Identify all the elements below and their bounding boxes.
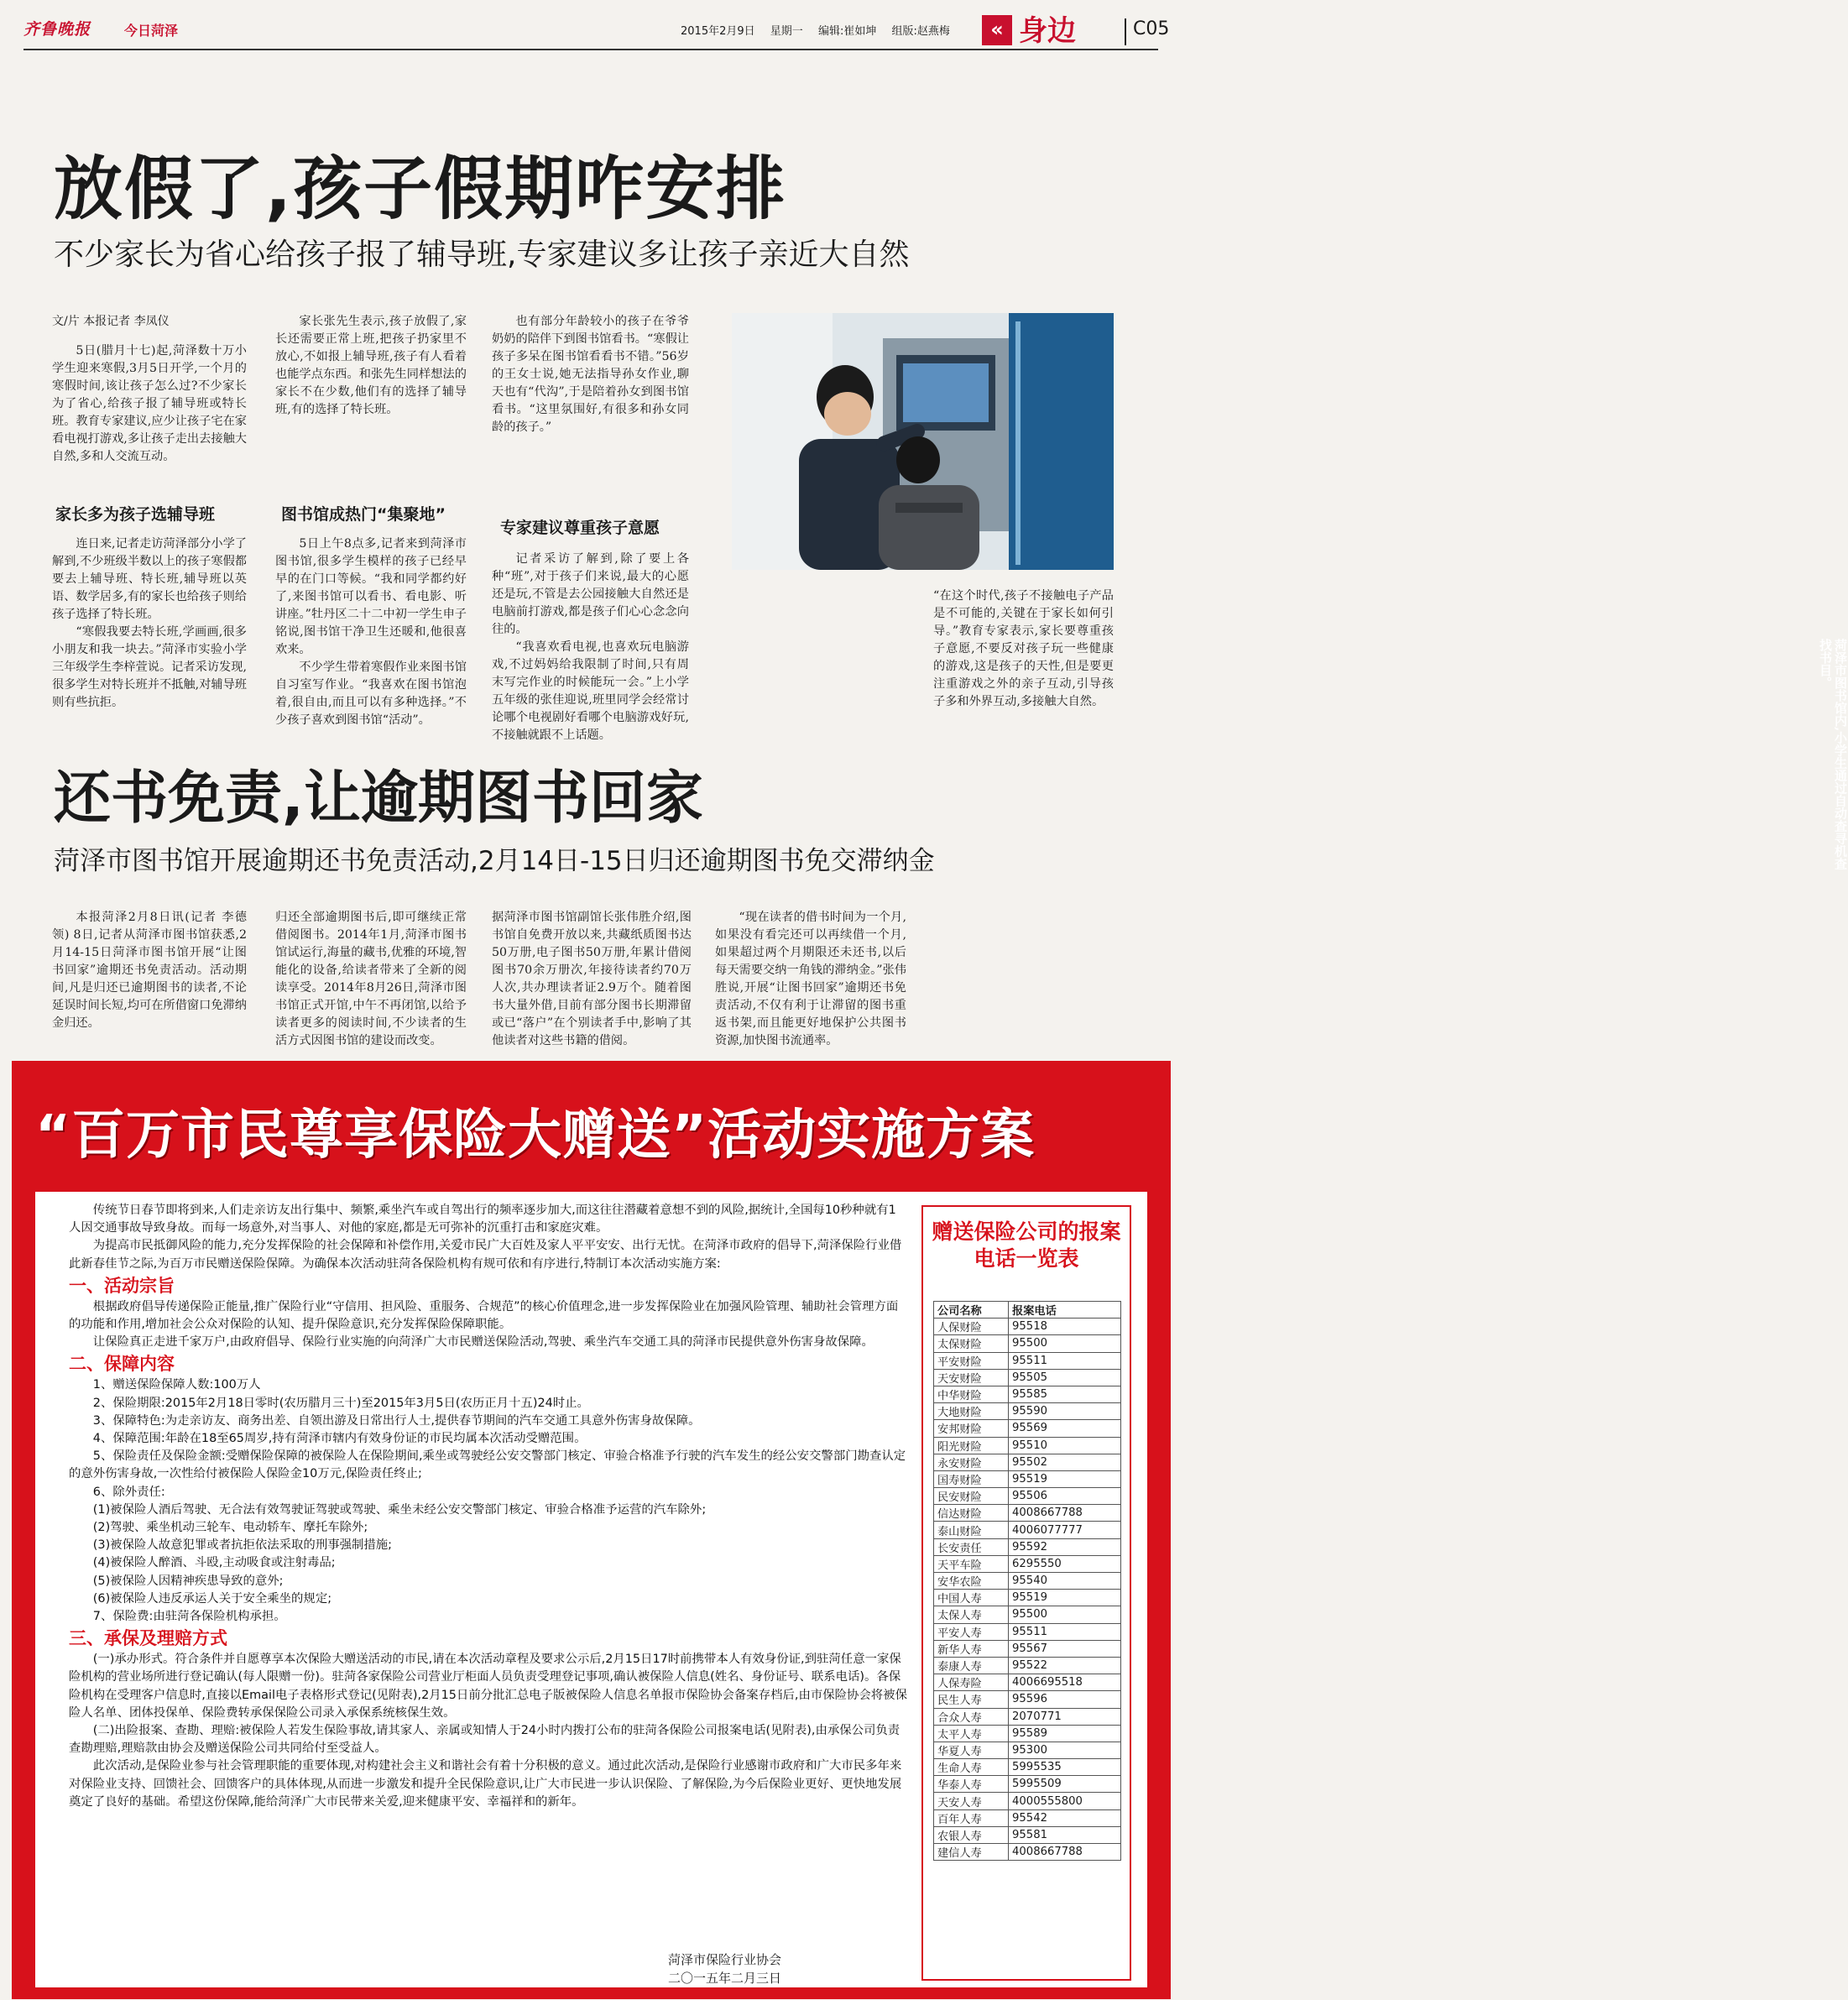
table-row bbox=[934, 1674, 1121, 1691]
article1-column-3b bbox=[492, 551, 689, 744]
column-header: 公司名称 bbox=[934, 1302, 1009, 1319]
ad-list-item: 1、赠送保险保障人数:100万人 bbox=[92, 1378, 261, 1392]
company-name-cell: 中国人寿 bbox=[934, 1590, 1009, 1606]
company-name-cell: 长安责任 bbox=[934, 1538, 1009, 1555]
company-name-cell: 太保人寿 bbox=[934, 1606, 1009, 1623]
company-name-cell: 大地财险 bbox=[934, 1403, 1009, 1420]
table-row bbox=[934, 1573, 1121, 1590]
phone-number-cell: 95511 bbox=[1009, 1623, 1121, 1640]
article2-headline: 还书免责,让逾期图书回家 bbox=[54, 765, 703, 832]
article1-column-2b bbox=[275, 535, 467, 729]
table-row bbox=[934, 1505, 1121, 1522]
ad-section-heading: 二、保障内容 bbox=[69, 1354, 175, 1375]
table-row bbox=[934, 1623, 1121, 1640]
ad-section-heading: 三、承保及理赔方式 bbox=[69, 1628, 227, 1649]
paragraph: 连日来,记者走访菏泽部分小学了解到,不少班级半数以上的孩子寒假都要去上辅导班、特长班,辅导班以英语、数学居多,有的家长也给孩子则给孩子选择了特长班。 bbox=[52, 537, 247, 621]
company-name-cell: 百年人寿 bbox=[934, 1809, 1009, 1826]
issue-meta bbox=[681, 22, 962, 38]
issue-date: 2015年2月9日 bbox=[681, 25, 755, 38]
company-name-cell: 人保寿险 bbox=[934, 1674, 1009, 1691]
phone-number-cell: 95581 bbox=[1009, 1826, 1121, 1843]
paragraph: 也有部分年龄较小的孩子在爷爷奶奶的陪伴下到图书馆看书。“寒假让孩子多呆在图书馆看看书不错。”56岁的王女士说,她无法指导孙女作业,聊天也有“代沟”,于是陪着孙女到图书馆看书。“这里氛围好,有很多和孙女同龄的孩子。” bbox=[492, 315, 689, 434]
phone-number-cell: 95540 bbox=[1009, 1573, 1121, 1590]
ad-paragraph: (二)出险报案、查勘、理赔:被保险人若发生保险事故,请其家人、亲属或知情人于24小时内拨打公布的驻菏各保险公司报案电话(见附表),由承保公司负责查勘理赔,理赔款由协会及赠送保险公司共同给付至受益人。 bbox=[69, 1724, 901, 1756]
ad-list-item: 5、保险责任及保险金额:受赠保险保障的被保险人在保险期间,乘坐或驾驶经公安交警部门核定、审验合格准予行驶的汽车发生的经公安交警部门勘查认定的意外伤害身故,一次性给付被保险人保险金10万元,保险责任终止; bbox=[69, 1449, 906, 1481]
article1-column-2 bbox=[275, 313, 467, 489]
hotline-table-body bbox=[934, 1319, 1121, 1861]
ad-paragraph: 为提高市民抵御风险的能力,充分发挥保险的社会保障和补偿作用,关爱市民广大百姓及家人平平安安、出行无忧。在菏泽市政府的倡导下,菏泽保险行业借此新春佳节之际,为百万市民赠送保险保障。为确保本次活动驻菏各保险机构有规可依和有序进行,特制订本次活动实施方案: bbox=[69, 1239, 902, 1271]
ad-list-item: (5)被保险人因精神疾患导致的意外; bbox=[92, 1574, 284, 1588]
company-name-cell: 国寿财险 bbox=[934, 1470, 1009, 1487]
article2-column-3 bbox=[492, 909, 692, 1050]
table-header-row bbox=[934, 1302, 1121, 1319]
table-row bbox=[934, 1403, 1121, 1420]
ad-list-item: 4、保障范围:年龄在18至65周岁,持有菏泽市辖内有效身份证的市民均属本次活动受赠范围。 bbox=[92, 1432, 587, 1446]
paragraph: 5日(腊月十七)起,菏泽数十万小学生迎来寒假,3月5日开学,一个月的寒假时间,该让孩子怎么过?不少家长为了省心,给孩子报了辅导班或特长班。教育专家建议,应少让孩子宅在家看电视打游戏,多让孩子走出去接触大自然,多和人交流互动。 bbox=[52, 344, 247, 463]
insurance-advertisement bbox=[12, 1061, 1171, 1999]
table-row bbox=[934, 1691, 1121, 1708]
ad-list-item: 3、保障特色:为走亲访友、商务出差、自领出游及日常出行人士,提供春节期间的汽车交通工具意外伤害身故保障。 bbox=[92, 1413, 701, 1428]
ad-list-item: (1)被保险人酒后驾驶、无合法有效驾驶证驾驶或驾驶、乘坐未经公安交警部门核定、审验合格准予运营的汽车除外; bbox=[92, 1502, 707, 1517]
table-row bbox=[934, 1844, 1121, 1861]
byline: 文/片 本报记者 李凤仪 bbox=[52, 315, 170, 328]
company-name-cell: 信达财险 bbox=[934, 1505, 1009, 1522]
ad-signature-org: 菏泽市保险行业协会 bbox=[668, 1952, 782, 1967]
phone-number-cell: 95502 bbox=[1009, 1454, 1121, 1470]
phone-number-cell: 95567 bbox=[1009, 1640, 1121, 1657]
table-row bbox=[934, 1826, 1121, 1843]
table-row bbox=[934, 1759, 1121, 1776]
table-row bbox=[934, 1538, 1121, 1555]
paragraph: “在这个时代,孩子不接触电子产品是不可能的,关键在于家长如何引导。”教育专家表示,家长要尊重孩子意愿,不要反对孩子玩一些健康的游戏,这是孩子的天性,但是要更注重游戏之外的亲子互动,引导孩子多和外界互动,多接触大自然。 bbox=[933, 589, 1114, 708]
ad-section-heading: 一、活动宗旨 bbox=[69, 1275, 175, 1296]
ad-paragraph: 根据政府倡导传递保险正能量,推广保险行业“守信用、担风险、重服务、合规范”的核心价值理念,进一步发挥保险业在加强风险管理、辅助社会管理方面的功能和作用,增加社会公众对保险的认知、提升保险意识,充分发挥保险保障职能。 bbox=[69, 1299, 899, 1332]
paragraph: “现在读者的借书时间为一个月,如果没有看完还可以再续借一个月,如果超过两个月期限还未还书,以后每天需要交纳一角钱的滞纳金。”张伟胜说,开展“让图书回家”逾期还书免责活动,不仅有利于让滞留的图书重返书架,而且能更好地保护公共图书资源,加快图书流通率。 bbox=[715, 911, 906, 1047]
phone-number-cell: 4008667788 bbox=[1009, 1505, 1121, 1522]
photo-caption: 菏泽市图书馆内,小学生通过自动查寻机查找书目。 bbox=[1818, 639, 1848, 870]
paragraph: 归还全部逾期图书后,即可继续正常借阅图书。2014年1月,菏泽市图书馆试运行,海量的藏书,优雅的环境,智能化的设备,给读者带来了全新的阅读享受。2014年8月26日,菏泽市图书馆正式开馆,中午不再闭馆,以给予读者更多的阅读时间,不少读者的生活方式因图书馆的建设而改变。 bbox=[275, 911, 467, 1047]
paragraph: 据菏泽市图书馆副馆长张伟胜介绍,图书馆自免费开放以来,共藏纸质图书达50万册,电子图书50万册,年累计借阅图书70余万册次,年接待读者约70万人次,共办理读者证2.9万个。随着图书大量外借,目前有部分图书长期滞留或已“落户”在个别读者手中,影响了其他读者对这些书籍的借阅。 bbox=[492, 911, 692, 1047]
table-row bbox=[934, 1319, 1121, 1335]
phone-number-cell: 95511 bbox=[1009, 1352, 1121, 1369]
company-name-cell: 建信人寿 bbox=[934, 1844, 1009, 1861]
company-name-cell: 平安财险 bbox=[934, 1352, 1009, 1369]
phone-number-cell: 95519 bbox=[1009, 1470, 1121, 1487]
hotline-table bbox=[933, 1301, 1121, 1861]
article2-column-1 bbox=[52, 909, 247, 1032]
company-name-cell: 民安财险 bbox=[934, 1488, 1009, 1505]
table-row bbox=[934, 1742, 1121, 1758]
phone-number-cell: 5995535 bbox=[1009, 1759, 1121, 1776]
phone-number-cell: 95542 bbox=[1009, 1809, 1121, 1826]
table-row bbox=[934, 1555, 1121, 1572]
hotline-table-box bbox=[921, 1205, 1131, 1981]
table-row bbox=[934, 1420, 1121, 1437]
section-badge-icon: « bbox=[982, 15, 1012, 45]
company-name-cell: 天安财险 bbox=[934, 1369, 1009, 1386]
phone-number-cell: 4008667788 bbox=[1009, 1844, 1121, 1861]
phone-number-cell: 6295550 bbox=[1009, 1555, 1121, 1572]
table-row bbox=[934, 1335, 1121, 1352]
company-name-cell: 人保财险 bbox=[934, 1319, 1009, 1335]
layout-credit: 组版:赵燕梅 bbox=[891, 25, 950, 38]
article1-subhead-3: 专家建议尊重孩子意愿 bbox=[500, 519, 660, 537]
ad-paragraph: (一)承办形式。符合条件并自愿尊享本次保险大赠送活动的市民,请在本次活动章程及要求公示后,2月15日17时前携带本人有效身份证,到驻菏任意一家保险机构的营业场所进行登记确认(每人限赠一份)。驻菏各家保险公司营业厅柜面人员负责受理登记事项,确认被保险人信息(姓名、身份证号、联系电话)。各保险机构在受理客户信息时,直接以Email电子表格形式登记(见附表),2月15日前分批汇总电子版被保险人信息名单报市保险协会备案存档后,由市保险协会将被保险人名单、团体投保单、保险费转承保保险公司录入承保系统核保生效。 bbox=[69, 1653, 907, 1720]
phone-number-cell: 95585 bbox=[1009, 1386, 1121, 1402]
ad-signature-date: 二〇一五年二月三日 bbox=[668, 1971, 782, 1986]
ad-list-item: (6)被保险人违反承运人关于安全乘坐的规定; bbox=[92, 1591, 332, 1606]
masthead bbox=[23, 14, 1170, 49]
article1-column-3 bbox=[492, 313, 689, 436]
table-row bbox=[934, 1386, 1121, 1402]
article1-column-1 bbox=[52, 313, 247, 466]
company-name-cell: 农银人寿 bbox=[934, 1826, 1009, 1843]
phone-number-cell: 95519 bbox=[1009, 1590, 1121, 1606]
ad-paragraph: 此次活动,是保险业参与社会管理职能的重要体现,对构建社会主义和谐社会有着十分积极的意义。通过此次活动,是保险行业感谢市政府和广大市民多年来对保险业支持、回馈社会、回馈客户的具体体现,从而进一步激发和提升全民保险意识,让广大市民进一步认识保险、了解保险,为今后保险业更好、更快地发展奠定了良好的基础。希望这份保障,能给菏泽广大市民带来关爱,迎来健康平安、幸福祥和的新年。 bbox=[69, 1759, 902, 1809]
company-name-cell: 安华农险 bbox=[934, 1573, 1009, 1590]
table-row bbox=[934, 1590, 1121, 1606]
article2-column-2 bbox=[275, 909, 467, 1050]
paragraph: 本报菏泽2月8日讯(记者 李德领) 8日,记者从菏泽市图书馆获悉,2月14-15日菏泽市图书馆开展“让图书回家”逾期还书免责活动。活动期间,凡是归还已逾期图书的读者,不论延误时间长短,均可在所借窗口免滞纳金归还。 bbox=[52, 911, 247, 1030]
masthead-rule bbox=[23, 49, 1158, 50]
article2-subheadline: 菏泽市图书馆开展逾期还书免责活动,2月14日-15日归还逾期图书免交滞纳金 bbox=[54, 846, 935, 876]
company-name-cell: 平安人寿 bbox=[934, 1623, 1009, 1640]
table-row bbox=[934, 1369, 1121, 1386]
issue-weekday: 星期一 bbox=[770, 25, 803, 38]
company-name-cell: 民生人寿 bbox=[934, 1691, 1009, 1708]
ad-paragraph: 让保险真正走进千家万户,由政府倡导、保险行业实施的向菏泽广大市民赠送保险活动,驾驶、乘坐汽车交通工具的菏泽市民提供意外伤害身故保障。 bbox=[92, 1335, 874, 1350]
company-name-cell: 阳光财险 bbox=[934, 1437, 1009, 1454]
phone-number-cell: 95506 bbox=[1009, 1488, 1121, 1505]
phone-number-cell: 95522 bbox=[1009, 1657, 1121, 1674]
ad-list-item: (2)驾驶、乘坐机动三轮车、电动轿车、摩托车除外; bbox=[92, 1521, 368, 1535]
phone-number-cell: 95300 bbox=[1009, 1742, 1121, 1758]
section-name: 今日菏泽 bbox=[124, 23, 179, 39]
paragraph: 不少学生带着寒假作业来图书馆自习室写作业。“我喜欢在图书馆泡着,很自由,而且可以有多种选择。”不少孩子喜欢到图书馆“活动”。 bbox=[275, 661, 467, 727]
table-row bbox=[934, 1776, 1121, 1793]
column-header: 报案电话 bbox=[1009, 1302, 1121, 1319]
paragraph: 5日上午8点多,记者来到菏泽市图书馆,很多学生模样的孩子已经早早的在门口等候。“我和同学都约好了,来图书馆可以看书、看电影、听讲座。”牡丹区二十二中初一学生申子铭说,图书馆干净卫生还暖和,他很喜欢来。 bbox=[275, 537, 467, 656]
hotline-table-title: 赠送保险公司的报案电话一览表 bbox=[932, 1219, 1121, 1271]
company-name-cell: 泰康人寿 bbox=[934, 1657, 1009, 1674]
article1-subheadline: 不少家长为省心给孩子报了辅导班,专家建议多让孩子亲近大自然 bbox=[54, 238, 910, 272]
phone-number-cell: 95589 bbox=[1009, 1725, 1121, 1742]
paragraph: “寒假我要去特长班,学画画,很多小朋友和我一块去。”菏泽市实验小学三年级学生李梓萱说。记者采访发现,很多学生对特长班并不抵触,对辅导班则有些抗拒。 bbox=[52, 625, 247, 709]
ad-title: “百万市民尊享保险大赠送”活动实施方案 bbox=[35, 1104, 1036, 1167]
ad-list-item: 7、保险费:由驻菏各保险机构承担。 bbox=[92, 1610, 286, 1624]
phone-number-cell: 95500 bbox=[1009, 1606, 1121, 1623]
paragraph: 记者采访了解到,除了要上各种“班”,对于孩子们来说,最大的心愿还是玩,不管是去公园接触大自然还是电脑前打游戏,都是孩子们心心念念向往的。 bbox=[492, 552, 689, 636]
company-name-cell: 安邦财险 bbox=[934, 1420, 1009, 1437]
phone-number-cell: 95510 bbox=[1009, 1437, 1121, 1454]
phone-number-cell: 4000555800 bbox=[1009, 1793, 1121, 1809]
company-name-cell: 生命人寿 bbox=[934, 1759, 1009, 1776]
phone-number-cell: 95505 bbox=[1009, 1369, 1121, 1386]
table-row bbox=[934, 1657, 1121, 1674]
company-name-cell: 华泰人寿 bbox=[934, 1776, 1009, 1793]
phone-number-cell: 95590 bbox=[1009, 1403, 1121, 1420]
phone-number-cell: 4006695518 bbox=[1009, 1674, 1121, 1691]
table-row bbox=[934, 1708, 1121, 1725]
ad-list-item: (3)被保险人故意犯罪或者抗拒依法采取的刑事强制措施; bbox=[92, 1538, 393, 1553]
paragraph: “我喜欢看电视,也喜欢玩电脑游戏,不过妈妈给我限制了时间,只有周末写完作业的时候能玩一会。”上小学五年级的张佳迎说,班里同学会经常讨论哪个电视剧好看哪个电脑游戏好玩,不接触就跟不上话题。 bbox=[492, 640, 689, 742]
company-name-cell: 天安人寿 bbox=[934, 1793, 1009, 1809]
table-row bbox=[934, 1352, 1121, 1369]
paragraph: 家长张先生表示,孩子放假了,家长还需要正常上班,把孩子扔家里不放心,不如报上辅导班,孩子有人看着也能学点东西。和张先生同样想法的家长不在少数,他们有的选择了辅导班,有的选择了特长班。 bbox=[275, 315, 467, 416]
ad-list-item: 6、除外责任: bbox=[92, 1485, 165, 1499]
table-row bbox=[934, 1470, 1121, 1487]
article2-column-4 bbox=[715, 909, 906, 1050]
article1-subhead-2: 图书馆成热门“集聚地” bbox=[281, 505, 446, 524]
phone-number-cell: 2070771 bbox=[1009, 1708, 1121, 1725]
phone-number-cell: 5995509 bbox=[1009, 1776, 1121, 1793]
article1-column-1b bbox=[52, 535, 247, 712]
newspaper-logo: 齐鲁晚报 bbox=[23, 20, 91, 39]
phone-number-cell: 95569 bbox=[1009, 1420, 1121, 1437]
table-row bbox=[934, 1522, 1121, 1538]
company-name-cell: 新华人寿 bbox=[934, 1640, 1009, 1657]
table-row bbox=[934, 1606, 1121, 1623]
section-title: 身边 bbox=[1019, 14, 1076, 48]
phone-number-cell: 4006077777 bbox=[1009, 1522, 1121, 1538]
company-name-cell: 天平车险 bbox=[934, 1555, 1009, 1572]
phone-number-cell: 95518 bbox=[1009, 1319, 1121, 1335]
company-name-cell: 太保财险 bbox=[934, 1335, 1009, 1352]
table-row bbox=[934, 1488, 1121, 1505]
article1-subhead-1: 家长多为孩子选辅导班 bbox=[55, 505, 216, 524]
table-row bbox=[934, 1793, 1121, 1809]
table-row bbox=[934, 1454, 1121, 1470]
divider bbox=[1125, 18, 1126, 45]
company-name-cell: 华夏人寿 bbox=[934, 1742, 1009, 1758]
company-name-cell: 太平人寿 bbox=[934, 1725, 1009, 1742]
company-name-cell: 中华财险 bbox=[934, 1386, 1009, 1402]
table-row bbox=[934, 1725, 1121, 1742]
phone-number-cell: 95592 bbox=[1009, 1538, 1121, 1555]
company-name-cell: 合众人寿 bbox=[934, 1708, 1009, 1725]
ad-content-panel bbox=[35, 1192, 1147, 1987]
article1-column-5 bbox=[933, 587, 1114, 711]
ad-body bbox=[69, 1202, 908, 1811]
ad-list-item: (4)被保险人醉酒、斗殴,主动吸食或注射毒品; bbox=[92, 1556, 336, 1570]
editor-credit: 编辑:崔如坤 bbox=[817, 25, 877, 38]
table-row bbox=[934, 1640, 1121, 1657]
company-name-cell: 永安财险 bbox=[934, 1454, 1009, 1470]
page-number: C05 bbox=[1133, 18, 1170, 39]
article1-headline: 放假了,孩子假期咋安排 bbox=[54, 149, 787, 229]
photo-illustration bbox=[732, 313, 1114, 570]
table-row bbox=[934, 1809, 1121, 1826]
company-name-cell: 泰山财险 bbox=[934, 1522, 1009, 1538]
ad-list-item: 2、保险期限:2015年2月18日零时(农历腊月三十)至2015年3月5日(农历正月十五)24时止。 bbox=[92, 1396, 589, 1410]
phone-number-cell: 95500 bbox=[1009, 1335, 1121, 1352]
table-row bbox=[934, 1437, 1121, 1454]
ad-paragraph: 传统节日春节即将到来,人们走亲访友出行集中、频繁,乘坐汽车或自驾出行的频率逐步加大,而这往往潜藏着意想不到的风险,据统计,全国每10秒种就有1人因交通事故导致身故。而每一场意外,对当事人、对他的家庭,都是无可弥补的沉重打击和家庭灾难。 bbox=[69, 1204, 896, 1235]
phone-number-cell: 95596 bbox=[1009, 1691, 1121, 1708]
